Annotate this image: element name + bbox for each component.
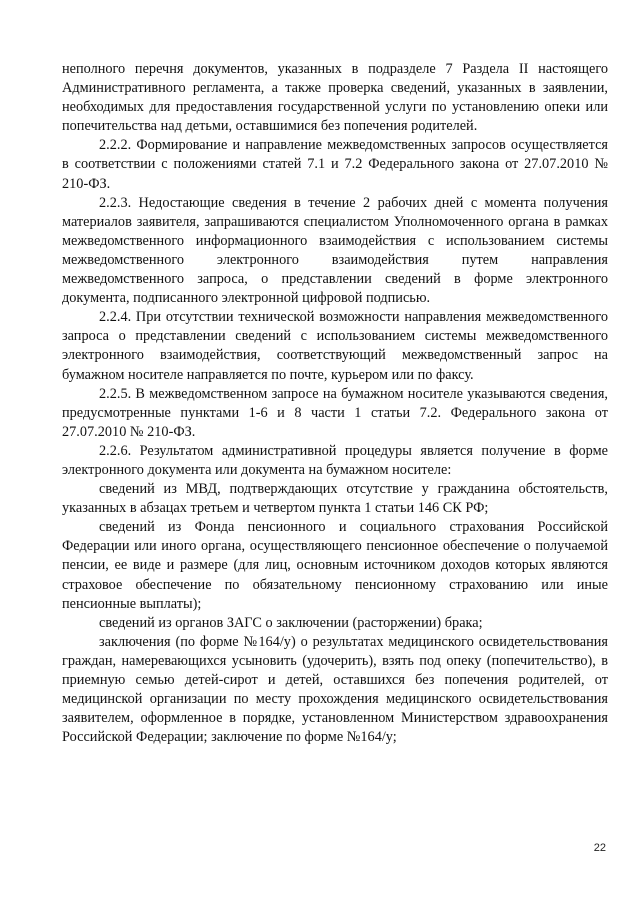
paragraph-1: неполного перечня документов, указанных в подразделе 7 Раздела II настоящего Административного регламента, а также проверка сведений, указанных в заявлении, необходимых для предоставления государственной услуги по установлению опеки или попечительства над детьми, оставшимися без попечения родителей. [62,61,608,135]
document-body [62,60,608,747]
paragraph-2-2-3: 2.2.3. Недостающие сведения в течение 2 рабочих дней с момента получения материалов заявителя, запрашиваются специалистом Уполномоченного органа в рамках межведомственного информационного взаимодействия с использованием системы межведомственного электронного взаимодействия путем направления межведомственного запроса, о представлении сведений в форме электронного документа, подписанного электронной цифровой подписью. [62,194,608,307]
paragraph-2-2-5: 2.2.5. В межведомственном запросе на бумажном носителе указываются сведения, предусмотренные пунктами 1-6 и 8 части 1 статьи 7.2. Федерального закона от 27.07.2010 № 210-ФЗ. [62,385,608,440]
paragraph-2-2-2: 2.2.2. Формирование и направление межведомственных запросов осуществляется в соответствии с положениями статей 7.1 и 7.2 Федерального закона от 27.07.2010 № 210-ФЗ. [62,137,608,192]
paragraph-2-2-6: 2.2.6. Результатом административной процедуры является получение в форме электронного документа или документа на бумажном носителе: [62,442,608,478]
list-item-mvd: сведений из МВД, подтверждающих отсутствие у гражданина обстоятельств, указанных в абзацах третьем и четвертом пункта 1 статьи 146 СК РФ; [62,481,608,517]
list-item-medical-conclusion: заключения (по форме №164/у) о результатах медицинского освидетельствования граждан, намеревающихся усыновить (удочерить), взять под опеку (попечительство), в приемную семью детей-сирот и детей, оставшихся без попечения родителей, от медицинской организации по месту прохождения медицинского освидетельствования заявителем, оформленное в порядке, установленном Министерством здравоохранения Российской Федерации; заключение по форме №164/у; [62,633,608,746]
list-item-zags: сведений из органов ЗАГС о заключении (расторжении) брака; [99,614,483,631]
page-number: 22 [593,842,606,854]
list-item-pension-fund: сведений из Фонда пенсионного и социального страхования Российской Федерации или иного органа, осуществляющего пенсионное обеспечение о получаемой пенсии, ее виде и размере (для лиц, основным источником доходов которых являются страховое обеспечение по обязательному пенсионному страхованию или иные пенсионные выплаты); [62,519,608,612]
paragraph-2-2-4: 2.2.4. При отсутствии технической возможности направления межведомственного запроса о представлении сведений с использованием системы межведомственного электронного взаимодействия, соответствующий межведомственный запрос на бумажном носителе направляется по почте, курьером или по факсу. [62,309,608,383]
